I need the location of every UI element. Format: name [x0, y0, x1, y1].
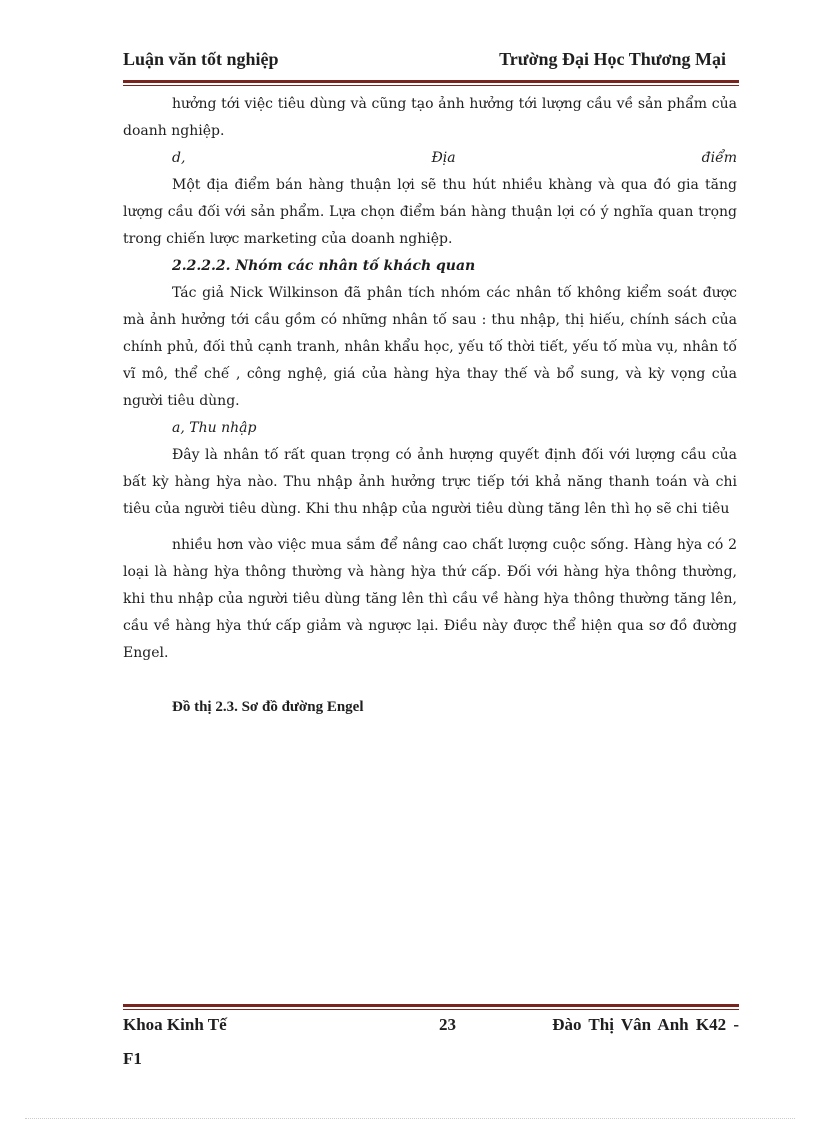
- footer-class: F1: [123, 1049, 142, 1068]
- subheading-a: a, Thu nhập: [172, 420, 257, 436]
- subheading-d-part1: d,: [172, 150, 186, 166]
- subheading-d-part3: điểm: [701, 150, 737, 166]
- footer: [123, 1015, 739, 1069]
- header-thesis-label: Luận văn tốt nghiệp: [123, 49, 279, 69]
- subheading-d: [123, 145, 737, 172]
- section-heading: 2.2.2.2. Nhóm các nhân tố khách quan: [172, 258, 476, 274]
- paragraph: nhiều hơn vào việc mua sắm để nâng cao chất lượng cuộc sống. Hàng hỳa có 2 loại là hàng hỳa thông thường và hàng hỳa thứ cấp. Đối với hàng hỳa thông thường, khi thu nhập của người tiêu dùng tăng lên thì cầu về hàng hỳa thông thường tăng lên, cầu về hàng hỳa thứ cấp giảm và ngược lại. Điều này được thể hiện qua sơ đồ đường Engel.: [123, 537, 737, 661]
- paragraph: Tác giả Nick Wilkinson đã phân tích nhóm các nhân tố không kiểm soát được mà ảnh hưởng tới cầu gồm có những nhân tố sau : thu nhập, thị hiếu, chính sách của chính phủ, đối thủ cạnh tranh, nhân khẩu học, yếu tố thời tiết, yếu tố mùa vụ, nhân tố vĩ mô, thể chế , công nghệ, giá của hàng hỳa thay thế và bổ sung, và kỳ vọng của người tiêu dùng.: [123, 285, 737, 409]
- footer-faculty: Khoa Kinh Tế: [123, 1015, 227, 1034]
- paragraph: Một địa điểm bán hàng thuận lợi sẽ thu hút nhiều khàng và qua đó gia tăng lượng cầu đối với sản phẩm. Lựa chọn điểm bán hàng thuận lợi có ý nghĩa quan trọng trong chiến lược marketing của doanh nghiệp.: [123, 177, 737, 247]
- header-divider: [123, 80, 739, 86]
- paragraph: hưởng tới việc tiêu dùng và cũng tạo ảnh hưởng tới lượng cầu về sản phẩm của doanh nghiệp.: [123, 96, 737, 139]
- footer-author: Đào Thị Vân Anh K42 -: [552, 1015, 739, 1034]
- subheading-d-part2: Địa: [431, 150, 456, 166]
- footer-divider: [123, 1004, 739, 1010]
- page-content: [123, 91, 737, 721]
- paragraph: Đây là nhân tố rất quan trọng có ảnh hượng quyết định đối với lượng cầu của bất kỳ hàng hỳa nào. Thu nhập ảnh hưởng trực tiếp tới khả năng thanh toán và chi tiêu của người tiêu dùng. Khi thu nhập của người tiêu dùng tăng lên thì họ sẽ chi tiêu: [123, 447, 737, 517]
- page-number: 23: [439, 1015, 456, 1034]
- header-university-name: Trường Đại Học Thương Mại: [499, 49, 726, 69]
- figure-title: Đồ thị 2.3. Sơ đồ đường Engel: [172, 699, 364, 715]
- page-edge-divider: [25, 1118, 795, 1119]
